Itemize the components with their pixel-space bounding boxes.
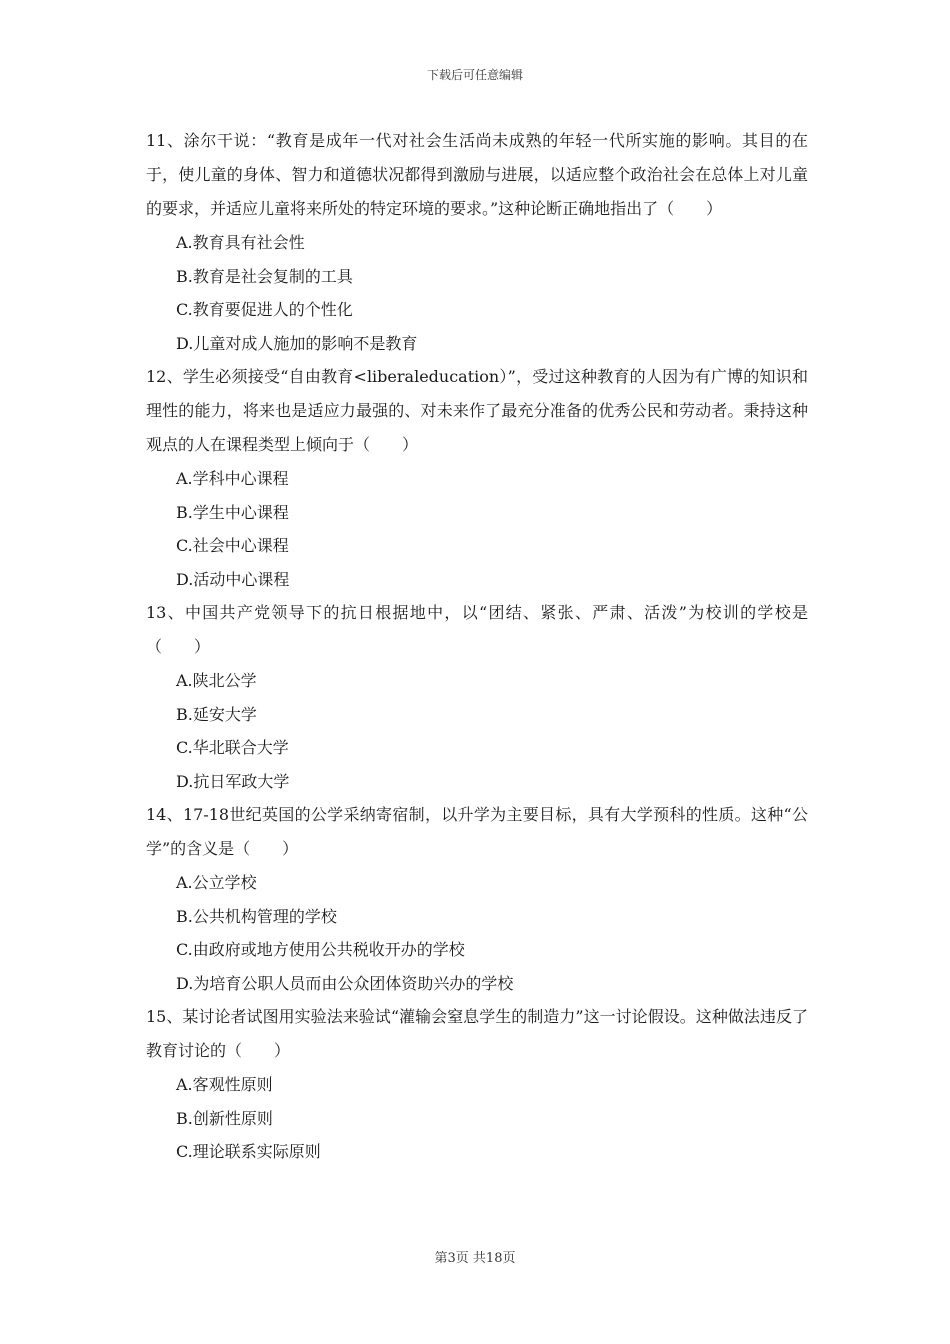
question-14 (146, 798, 808, 1000)
option-a: A.公立学校 (176, 873, 257, 892)
question-stem: 13、中国共产党领导下的抗日根据地中，以“团结、紧张、严肃、活泼”为校训的学校是（ ） (146, 603, 808, 656)
question-stem: 15、某讨论者试图用实验法来验试“灌输会窒息学生的制造力”这一讨论假设。这种做法违反了教育讨论的（ ） (146, 1007, 808, 1060)
option-c: C.教育要促进人的个性化 (176, 300, 353, 319)
option-a: A.客观性原则 (176, 1075, 273, 1094)
option-a: A.陕北公学 (176, 671, 257, 690)
question-stem: 14、17-18世纪英国的公学采纳寄宿制，以升学为主要目标，具有大学预科的性质。这种“公学”的含义是（ ） (146, 805, 808, 858)
question-13 (146, 596, 808, 798)
option-a: A.教育具有社会性 (176, 233, 305, 252)
page-footer: 第3页 共18页 (434, 1251, 516, 1266)
option-c: C.社会中心课程 (176, 536, 289, 555)
question-15 (146, 1000, 808, 1169)
option-d: D.抗日军政大学 (176, 771, 290, 791)
option-d: D.活动中心课程 (176, 569, 290, 589)
option-b: B.教育是社会复制的工具 (176, 266, 353, 286)
option-c: C.华北联合大学 (176, 738, 289, 757)
option-b: B.延安大学 (176, 704, 257, 724)
option-c: C.理论联系实际原则 (176, 1142, 321, 1161)
page-header: 下载后可任意编辑 (426, 68, 523, 82)
option-c: C.由政府或地方使用公共税收开办的学校 (176, 940, 465, 959)
option-a: A.学科中心课程 (176, 469, 289, 488)
option-b: B.公共机构管理的学校 (176, 906, 337, 926)
option-b: B.创新性原则 (176, 1108, 273, 1128)
option-b: B.学生中心课程 (176, 502, 289, 522)
question-12 (146, 360, 808, 596)
option-d: D.儿童对成人施加的影响不是教育 (176, 333, 418, 353)
question-stem: 12、学生必须接受“自由教育<liberaleducation）”，受过这种教育的人因为有广博的知识和理性的能力，将来也是适应力最强的、对未来作了最充分准备的优秀公民和劳动者。秉持这种观点的人在课程类型上倾向于（ ） (146, 367, 808, 454)
question-list (146, 124, 808, 1169)
option-d: D.为培育公职人员而由公众团体资助兴办的学校 (176, 973, 514, 993)
question-11 (146, 124, 808, 360)
question-stem: 11、涂尔干说：“教育是成年一代对社会生活尚未成熟的年轻一代所实施的影响。其目的在于，使儿童的身体、智力和道德状况都得到激励与进展，以适应整个政治社会在总体上对儿童的要求，并适应儿童将来所处的特定环境的要求。”这种论断正确地指出了（ ） (146, 131, 808, 218)
